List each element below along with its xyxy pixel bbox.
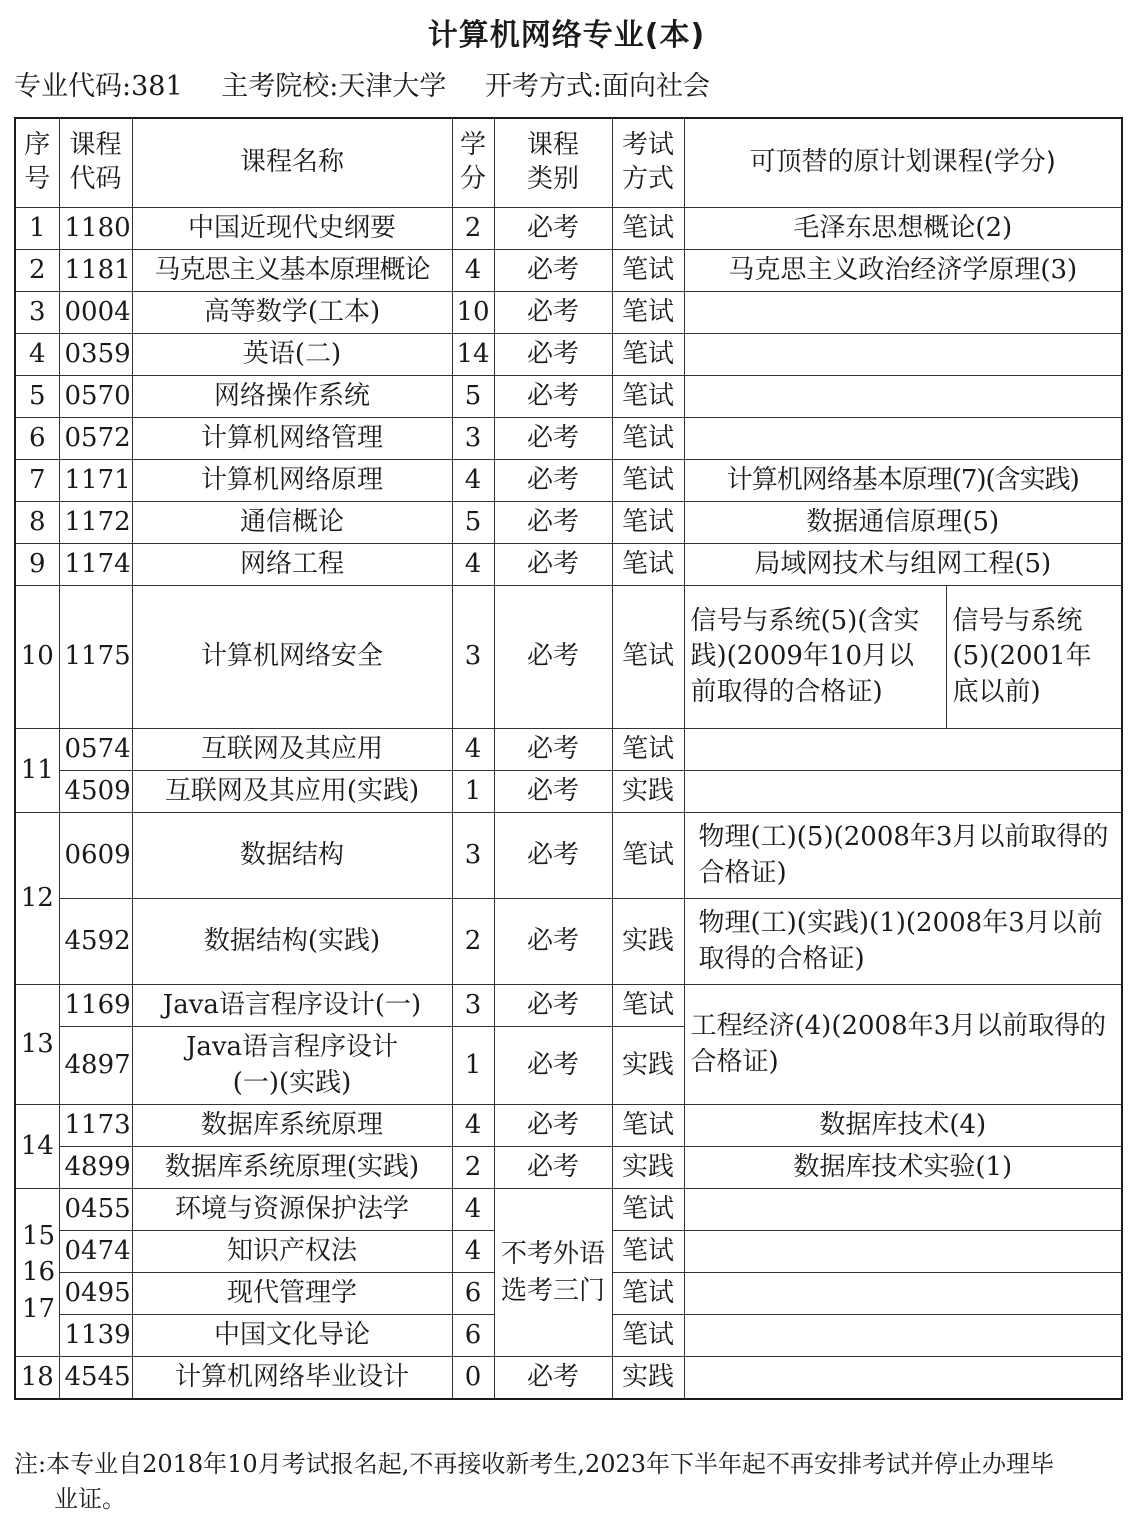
cell-replace: 数据通信原理(5): [684, 502, 1122, 544]
header-name: 课程名称: [132, 118, 452, 208]
cell-exam: 笔试: [612, 250, 684, 292]
cell-name: 数据库系统原理: [132, 1105, 452, 1147]
cell-code: 0495: [59, 1273, 132, 1315]
cell-credit: 5: [452, 502, 494, 544]
cell-name: 数据库系统原理(实践): [132, 1147, 452, 1189]
cell-code: 1174: [59, 544, 132, 586]
cell-replace: 数据库技术(4): [684, 1105, 1122, 1147]
cell-exam: 笔试: [612, 502, 684, 544]
cell-exam: 实践: [612, 1147, 684, 1189]
cell-type: 必考: [494, 899, 612, 985]
table-row: [15, 586, 1122, 729]
footnote-line1: 注:本专业自2018年10月考试报名起,不再接收新考生,2023年下半年起不再安排考试并停止办理毕: [14, 1450, 1055, 1478]
cell-replace: [684, 292, 1122, 334]
cell-type: 必考: [494, 1147, 612, 1189]
cell-exam: 笔试: [612, 1273, 684, 1315]
cell-replace: [684, 1189, 1122, 1231]
cell-name: 网络工程: [132, 544, 452, 586]
cell-type: 必考: [494, 502, 612, 544]
cell-seq: 14: [15, 1105, 59, 1189]
cell-credit: 4: [452, 1231, 494, 1273]
cell-type: 不考外语选考三门: [494, 1189, 612, 1357]
cell-exam: 笔试: [612, 334, 684, 376]
cell-seq: 5: [15, 376, 59, 418]
cell-credit: 6: [452, 1273, 494, 1315]
cell-replace-a: 信号与系统(5)(含实践)(2009年10月以前取得的合格证): [684, 586, 946, 729]
cell-seq: 1: [15, 208, 59, 250]
cell-code: 0004: [59, 292, 132, 334]
table-row: [15, 544, 1122, 586]
cell-code: 1175: [59, 586, 132, 729]
cell-exam: 笔试: [612, 729, 684, 771]
cell-code: 0609: [59, 813, 132, 899]
cell-seq: 2: [15, 250, 59, 292]
table-row: [15, 985, 1122, 1027]
table-row: [15, 292, 1122, 334]
cell-type: 必考: [494, 586, 612, 729]
cell-replace: [684, 771, 1122, 813]
cell-type: 必考: [494, 334, 612, 376]
header-seq: 序号: [15, 118, 59, 208]
table-row: [15, 899, 1122, 985]
cell-type: 必考: [494, 460, 612, 502]
cell-code: 4509: [59, 771, 132, 813]
cell-code: 0570: [59, 376, 132, 418]
cell-replace: 工程经济(4)(2008年3月以前取得的合格证): [684, 985, 1122, 1105]
footnote: [14, 1447, 1124, 1517]
cell-seq: 7: [15, 460, 59, 502]
cell-credit: 3: [452, 418, 494, 460]
cell-credit: 3: [452, 586, 494, 729]
table-row: [15, 1189, 1122, 1231]
cell-seq: 4: [15, 334, 59, 376]
cell-replace: [684, 1315, 1122, 1357]
cell-replace: [684, 729, 1122, 771]
table-row: [15, 376, 1122, 418]
cell-code: 0359: [59, 334, 132, 376]
cell-code: 0574: [59, 729, 132, 771]
cell-replace: [684, 1273, 1122, 1315]
cell-credit: 3: [452, 813, 494, 899]
cell-credit: 4: [452, 544, 494, 586]
cell-exam: 笔试: [612, 1189, 684, 1231]
cell-credit: 4: [452, 1105, 494, 1147]
cell-exam: 笔试: [612, 586, 684, 729]
cell-type: 必考: [494, 985, 612, 1027]
cell-seq: 3: [15, 292, 59, 334]
table-row: [15, 771, 1122, 813]
cell-exam: 笔试: [612, 1231, 684, 1273]
cell-name: 计算机网络安全: [132, 586, 452, 729]
cell-replace: 毛泽东思想概论(2): [684, 208, 1122, 250]
table-row: [15, 418, 1122, 460]
cell-exam: 实践: [612, 1027, 684, 1105]
cell-credit: 3: [452, 985, 494, 1027]
table-header: [15, 118, 1122, 208]
cell-code: 1181: [59, 250, 132, 292]
cell-replace-b: 信号与系统(5)(2001年底以前): [946, 586, 1122, 729]
table-row: [15, 1105, 1122, 1147]
cell-type: 必考: [494, 208, 612, 250]
cell-replace: 计算机网络基本原理(7)(含实践): [684, 460, 1122, 502]
header-credit: 学分: [452, 118, 494, 208]
cell-name: 中国近现代史纲要: [132, 208, 452, 250]
cell-name: Java语言程序设计(一): [132, 985, 452, 1027]
cell-code: 4545: [59, 1357, 132, 1399]
major-code: 专业代码:381: [14, 71, 183, 102]
cell-credit: 4: [452, 729, 494, 771]
cell-credit: 5: [452, 376, 494, 418]
cell-replace: 局域网技术与组网工程(5): [684, 544, 1122, 586]
cell-type: 必考: [494, 729, 612, 771]
cell-replace: [684, 1231, 1122, 1273]
cell-credit: 0: [452, 1357, 494, 1399]
cell-code: 0474: [59, 1231, 132, 1273]
table-row: [15, 208, 1122, 250]
cell-name: 互联网及其应用: [132, 729, 452, 771]
cell-type: 必考: [494, 292, 612, 334]
cell-type: 必考: [494, 418, 612, 460]
cell-code: 1180: [59, 208, 132, 250]
cell-seq: 9: [15, 544, 59, 586]
cell-credit: 2: [452, 1147, 494, 1189]
cell-replace: 物理(工)(5)(2008年3月以前取得的合格证): [684, 813, 1122, 899]
major-meta: [14, 64, 740, 103]
cell-seq: 12: [15, 813, 59, 985]
table-row: [15, 502, 1122, 544]
cell-code: 1139: [59, 1315, 132, 1357]
cell-name: 计算机网络原理: [132, 460, 452, 502]
exam-mode: 开考方式:面向社会: [484, 71, 711, 102]
cell-name: 英语(二): [132, 334, 452, 376]
cell-name: Java语言程序设计(一)(实践): [132, 1027, 452, 1105]
cell-name: 数据结构: [132, 813, 452, 899]
cell-exam: 笔试: [612, 1105, 684, 1147]
cell-exam: 笔试: [612, 544, 684, 586]
cell-exam: 笔试: [612, 292, 684, 334]
cell-credit: 2: [452, 208, 494, 250]
cell-exam: 笔试: [612, 1315, 684, 1357]
footnote-line2: 业证。: [54, 1484, 126, 1513]
cell-name: 通信概论: [132, 502, 452, 544]
course-table: [14, 117, 1123, 1400]
cell-replace: [684, 376, 1122, 418]
table-row: [15, 334, 1122, 376]
cell-name: 环境与资源保护法学: [132, 1189, 452, 1231]
cell-exam: 笔试: [612, 418, 684, 460]
cell-code: 4897: [59, 1027, 132, 1105]
exam-school: 主考院校:天津大学: [221, 71, 447, 102]
cell-name: 中国文化导论: [132, 1315, 452, 1357]
cell-exam: 实践: [612, 771, 684, 813]
cell-replace: 数据库技术实验(1): [684, 1147, 1122, 1189]
table-row: [15, 250, 1122, 292]
cell-credit: 4: [452, 1189, 494, 1231]
cell-type: 必考: [494, 771, 612, 813]
cell-credit: 2: [452, 899, 494, 985]
cell-code: 0455: [59, 1189, 132, 1231]
cell-replace: 马克思主义政治经济学原理(3): [684, 250, 1122, 292]
cell-code: 1171: [59, 460, 132, 502]
cell-name: 计算机网络毕业设计: [132, 1357, 452, 1399]
cell-type: 必考: [494, 544, 612, 586]
cell-replace: [684, 1357, 1122, 1399]
cell-credit: 10: [452, 292, 494, 334]
cell-type: 必考: [494, 1027, 612, 1105]
cell-replace: [684, 334, 1122, 376]
table-row: [15, 460, 1122, 502]
cell-name: 高等数学(工本): [132, 292, 452, 334]
cell-type: 必考: [494, 1357, 612, 1399]
cell-exam: 笔试: [612, 460, 684, 502]
cell-seq: 13: [15, 985, 59, 1105]
cell-exam: 笔试: [612, 376, 684, 418]
cell-code: 0572: [59, 418, 132, 460]
header-replace: 可顶替的原计划课程(学分): [684, 118, 1122, 208]
cell-exam: 实践: [612, 1357, 684, 1399]
cell-exam: 实践: [612, 899, 684, 985]
cell-exam: 笔试: [612, 985, 684, 1027]
page-title: 计算机网络专业(本): [427, 18, 706, 53]
cell-name: 计算机网络管理: [132, 418, 452, 460]
header-code: 课程代码: [59, 118, 132, 208]
cell-replace: 物理(工)(实践)(1)(2008年3月以前取得的合格证): [684, 899, 1122, 985]
cell-code: 1173: [59, 1105, 132, 1147]
cell-seq: 11: [15, 729, 59, 813]
cell-exam: 笔试: [612, 208, 684, 250]
cell-type: 必考: [494, 250, 612, 292]
cell-code: 1172: [59, 502, 132, 544]
cell-credit: 1: [452, 1027, 494, 1105]
cell-type: 必考: [494, 813, 612, 899]
cell-name: 网络操作系统: [132, 376, 452, 418]
cell-seq: 18: [15, 1357, 59, 1399]
cell-name: 现代管理学: [132, 1273, 452, 1315]
cell-code: 1169: [59, 985, 132, 1027]
cell-replace: [684, 418, 1122, 460]
table-row: [15, 1147, 1122, 1189]
cell-code: 4592: [59, 899, 132, 985]
cell-type: 必考: [494, 1105, 612, 1147]
cell-credit: 1: [452, 771, 494, 813]
cell-seq: 8: [15, 502, 59, 544]
cell-credit: 6: [452, 1315, 494, 1357]
cell-name: 知识产权法: [132, 1231, 452, 1273]
header-exam: 考试方式: [612, 118, 684, 208]
cell-code: 4899: [59, 1147, 132, 1189]
cell-credit: 4: [452, 460, 494, 502]
cell-type: 必考: [494, 376, 612, 418]
cell-seq: 6: [15, 418, 59, 460]
cell-seq: 10: [15, 586, 59, 729]
cell-exam: 笔试: [612, 813, 684, 899]
cell-name: 数据结构(实践): [132, 899, 452, 985]
cell-name: 互联网及其应用(实践): [132, 771, 452, 813]
cell-seq: 15 16 17: [15, 1189, 59, 1357]
table-row: [15, 729, 1122, 771]
table-row: [15, 813, 1122, 899]
cell-name: 马克思主义基本原理概论: [132, 250, 452, 292]
cell-credit: 14: [452, 334, 494, 376]
table-row: [15, 1357, 1122, 1399]
header-type: 课程类别: [494, 118, 612, 208]
cell-credit: 4: [452, 250, 494, 292]
